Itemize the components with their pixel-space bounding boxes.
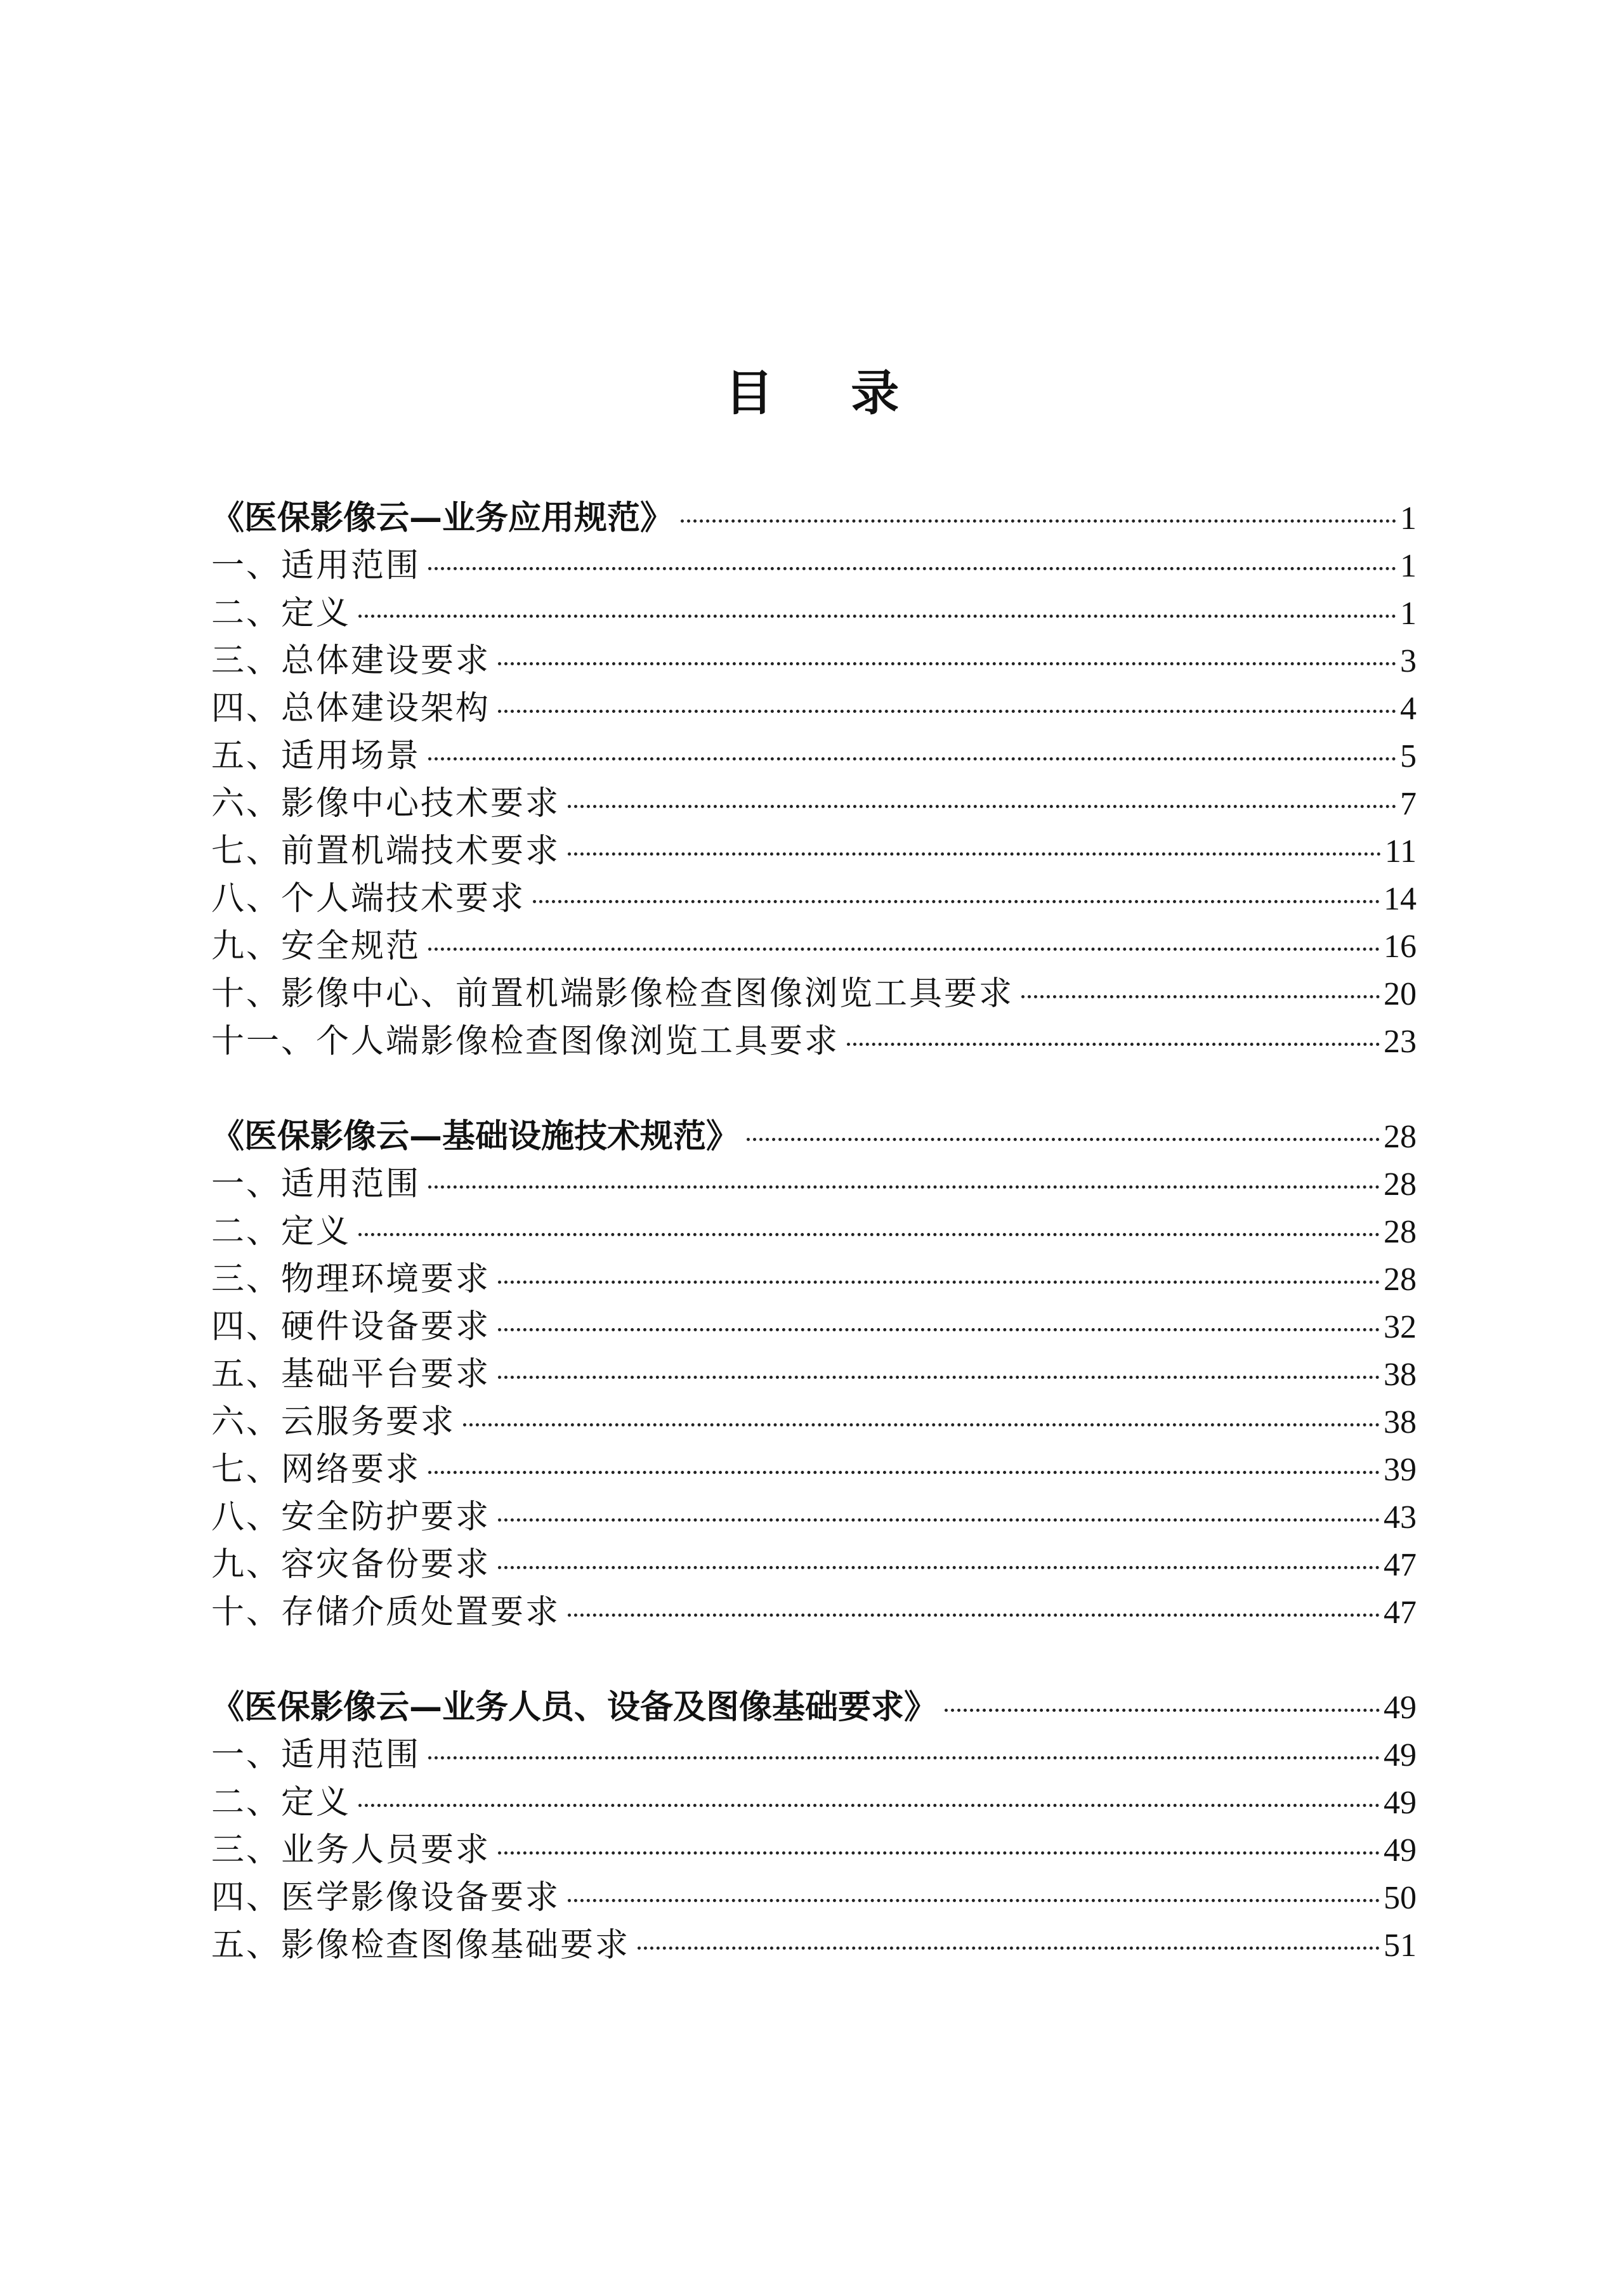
toc-entry-label: 六、云服务要求 [211, 1403, 456, 1441]
toc-page-number: 5 [1400, 738, 1417, 774]
toc-entry[interactable] [211, 1446, 1417, 1494]
page-title: 目 录 [724, 365, 930, 421]
toc-page-number: 47 [1384, 1547, 1417, 1583]
toc-entry-label: 九、容灾备份要求 [211, 1546, 491, 1584]
toc-page-number: 1 [1400, 596, 1417, 632]
toc-entry-label: 一、适用范围 [211, 1736, 421, 1774]
toc-entry-label: 十、存储介质处置要求 [211, 1593, 561, 1631]
toc-page-number: 1 [1400, 548, 1417, 584]
toc-entry-label: 八、个人端技术要求 [211, 880, 526, 918]
toc-page-number: 16 [1384, 929, 1417, 965]
toc-page-number: 47 [1384, 1595, 1417, 1631]
dot-leader [428, 567, 1396, 570]
toc-page-number: 3 [1400, 643, 1417, 679]
toc-page-number: 28 [1384, 1214, 1417, 1250]
toc-entry[interactable] [211, 1589, 1417, 1636]
toc-entry-label: 四、医学影像设备要求 [211, 1879, 561, 1917]
dot-leader [358, 1804, 1380, 1807]
dot-leader [498, 662, 1396, 665]
toc-entry-label: 五、影像检查图像基础要求 [211, 1926, 631, 1964]
dot-leader [568, 1614, 1380, 1617]
toc-entry[interactable] [211, 1018, 1417, 1066]
toc-entry-label: 二、定义 [211, 1213, 351, 1251]
toc-entry-label: 十、影像中心、前置机端影像检查图像浏览工具要求 [211, 975, 1014, 1013]
toc-entry[interactable] [211, 970, 1417, 1018]
toc-entry[interactable] [211, 1161, 1417, 1208]
dot-leader [358, 1233, 1380, 1236]
dot-leader [463, 1423, 1380, 1426]
toc-page-number: 4 [1400, 691, 1417, 727]
toc-entry[interactable] [211, 1256, 1417, 1303]
dot-leader [498, 1566, 1380, 1569]
toc-group-infrastructure [211, 1113, 1417, 1636]
toc-entry[interactable] [211, 1399, 1417, 1446]
toc-entry[interactable] [211, 1541, 1417, 1589]
toc-entry-label: 二、定义 [211, 594, 351, 632]
toc-heading[interactable] [211, 1684, 1417, 1732]
toc-entry-label: 六、影像中心技术要求 [211, 785, 561, 823]
dot-leader [498, 710, 1396, 713]
dot-leader [568, 852, 1381, 856]
toc-entry[interactable] [211, 828, 1417, 875]
toc-page-number: 28 [1384, 1119, 1417, 1155]
toc-entry[interactable] [211, 1208, 1417, 1256]
toc-entry-label: 四、总体建设架构 [211, 689, 491, 727]
toc-page-number: 49 [1384, 1832, 1417, 1869]
toc-page-number: 1 [1400, 500, 1417, 537]
toc-page-number: 32 [1384, 1309, 1417, 1345]
dot-leader [568, 1899, 1380, 1902]
toc-entry-label: 三、物理环境要求 [211, 1260, 491, 1298]
toc-entry-label: 五、基础平台要求 [211, 1355, 491, 1393]
toc-entry-label: 三、总体建设要求 [211, 642, 491, 680]
toc-entry[interactable] [211, 780, 1417, 828]
toc-entry[interactable] [211, 733, 1417, 780]
toc-group-personnel-equipment [211, 1684, 1417, 1969]
toc-entry[interactable] [211, 590, 1417, 637]
toc-page-number: 23 [1384, 1024, 1417, 1060]
toc-entry[interactable] [211, 685, 1417, 733]
toc-heading[interactable] [211, 495, 1417, 542]
toc-entry[interactable] [211, 1494, 1417, 1541]
toc-entry[interactable] [211, 1874, 1417, 1922]
dot-leader [498, 1376, 1380, 1379]
toc-entry[interactable] [211, 637, 1417, 685]
dot-leader [747, 1138, 1380, 1141]
dot-leader [428, 757, 1396, 760]
toc-page-number: 28 [1384, 1166, 1417, 1203]
toc-page-number: 49 [1384, 1690, 1417, 1726]
dot-leader [428, 1185, 1380, 1189]
toc-entry-label: 四、硬件设备要求 [211, 1308, 491, 1346]
table-of-contents [211, 495, 1417, 2017]
toc-page-number: 28 [1384, 1262, 1417, 1298]
toc-entry-label: 一、适用范围 [211, 1165, 421, 1203]
toc-entry-label: 十一、个人端影像检查图像浏览工具要求 [211, 1022, 840, 1060]
toc-page-number: 43 [1384, 1499, 1417, 1536]
toc-heading-label: 《医保影像云—业务人员、设备及图像基础要求》 [211, 1688, 938, 1726]
toc-entry[interactable] [211, 1827, 1417, 1874]
toc-page-number: 14 [1384, 881, 1417, 917]
toc-entry[interactable] [211, 875, 1417, 923]
toc-entry-label: 二、定义 [211, 1784, 351, 1822]
dot-leader [681, 519, 1396, 523]
dot-leader [638, 1947, 1380, 1950]
toc-page-number: 39 [1384, 1452, 1417, 1488]
toc-entry[interactable] [211, 542, 1417, 590]
toc-heading-label: 《医保影像云—业务应用规范》 [211, 499, 674, 537]
toc-entry-label: 七、前置机端技术要求 [211, 832, 561, 870]
dot-leader [1021, 995, 1380, 998]
dot-leader [945, 1709, 1380, 1712]
dot-leader [533, 900, 1380, 903]
toc-page-number: 38 [1384, 1357, 1417, 1393]
toc-page-number: 51 [1384, 1927, 1417, 1964]
toc-entry-label: 一、适用范围 [211, 547, 421, 585]
toc-page-number: 50 [1384, 1880, 1417, 1916]
toc-page-number: 38 [1384, 1404, 1417, 1440]
toc-entry[interactable] [211, 1732, 1417, 1779]
dot-leader [847, 1043, 1380, 1046]
toc-entry[interactable] [211, 1351, 1417, 1399]
toc-heading[interactable] [211, 1113, 1417, 1161]
toc-heading-label: 《医保影像云—基础设施技术规范》 [211, 1118, 740, 1156]
dot-leader [428, 1471, 1380, 1474]
toc-entry[interactable] [211, 1779, 1417, 1827]
dot-leader [498, 1518, 1380, 1522]
dot-leader [428, 1756, 1380, 1759]
toc-entry-label: 五、适用场景 [211, 737, 421, 775]
dot-leader [358, 615, 1396, 618]
toc-page-number: 11 [1384, 833, 1417, 870]
toc-entry[interactable] [211, 1303, 1417, 1351]
dot-leader [498, 1281, 1380, 1284]
dot-leader [498, 1328, 1380, 1331]
toc-entry-label: 九、安全规范 [211, 927, 421, 965]
toc-entry-label: 三、业务人员要求 [211, 1831, 491, 1869]
toc-page-number: 49 [1384, 1737, 1417, 1773]
dot-leader [568, 805, 1396, 808]
toc-entry-label: 七、网络要求 [211, 1451, 421, 1489]
toc-group-business-application [211, 495, 1417, 1066]
toc-entry[interactable] [211, 923, 1417, 970]
toc-entry-label: 八、安全防护要求 [211, 1498, 491, 1536]
toc-page-number: 20 [1384, 976, 1417, 1012]
toc-page-number: 49 [1384, 1785, 1417, 1821]
dot-leader [498, 1851, 1380, 1855]
toc-entry[interactable] [211, 1922, 1417, 1969]
dot-leader [428, 948, 1380, 951]
toc-page-number: 7 [1400, 786, 1417, 822]
